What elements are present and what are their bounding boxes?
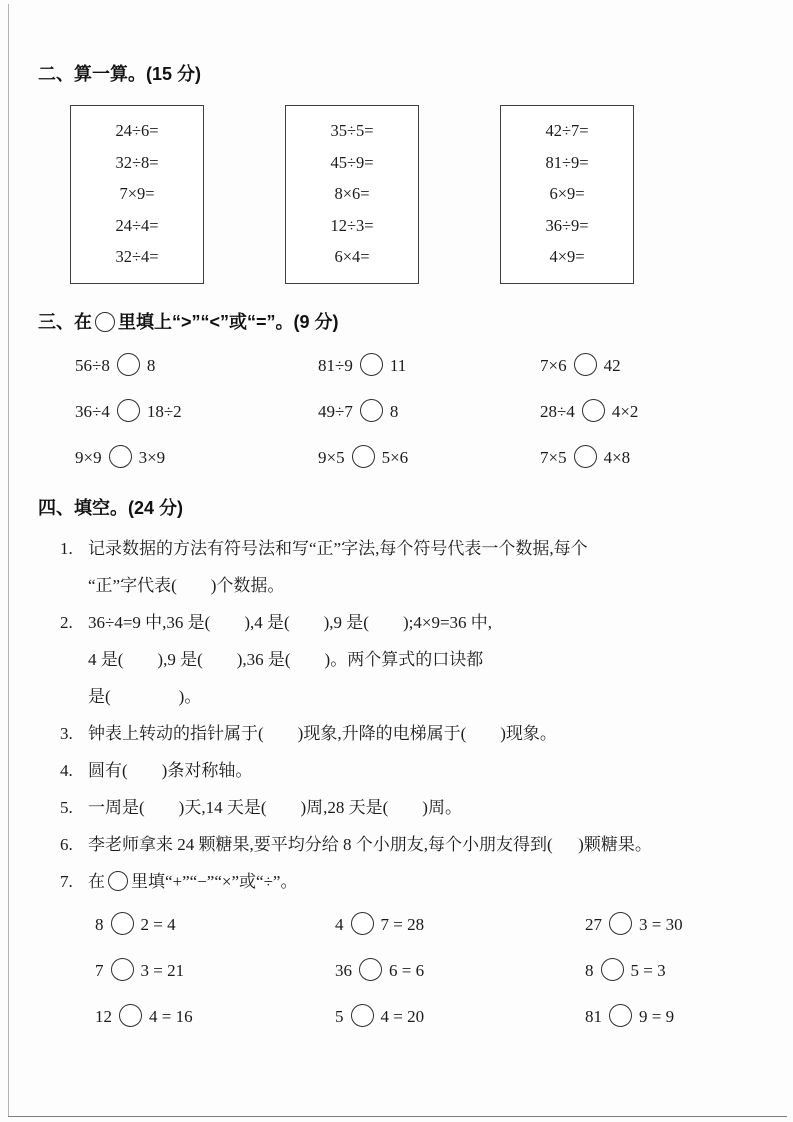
equation-item [585, 958, 769, 981]
calc-problem: 35÷5= [330, 121, 374, 140]
calc-problem: 8×6= [334, 184, 370, 203]
item-text-line: 记录数据的方法有符号法和写“正”字法,每个符号代表一个数据,每个 [88, 538, 588, 558]
calc-problem: 36÷9= [545, 215, 589, 235]
calc-box-3 [500, 105, 634, 284]
comparison-left: 9×5 [318, 447, 345, 467]
equation-right: 3 = 21 [140, 960, 185, 980]
comparison-item [540, 445, 769, 468]
equation-grid [95, 912, 769, 1027]
page-border-left [8, 4, 9, 1117]
answer-circle-icon [601, 958, 624, 981]
calc-problem: 24÷4= [115, 215, 159, 235]
comparison-left: 81÷9 [318, 355, 353, 375]
equation-right: 4 = 20 [380, 1006, 425, 1026]
section-3-title-suffix: 里填上“>”“<”或“=”。(9 分) [118, 311, 339, 332]
comparison-item [318, 353, 540, 376]
item-text-line: 圆有( )条对称轴。 [88, 760, 253, 780]
equation-left: 4 [335, 914, 344, 934]
equation-left: 8 [95, 914, 104, 934]
calc-box-2 [285, 105, 419, 284]
answer-circle-icon [108, 871, 128, 891]
answer-circle-icon [360, 399, 383, 422]
item-number: 5. [60, 797, 73, 817]
comparison-item [75, 445, 318, 468]
comparison-left: 56÷8 [75, 355, 110, 375]
comparison-right: 8 [146, 355, 156, 375]
calc-problem: 42÷7= [545, 121, 589, 140]
worksheet-content [38, 60, 769, 1027]
comparison-right: 4×8 [603, 447, 631, 467]
calc-problem: 45÷9= [330, 152, 374, 172]
comparison-right: 42 [603, 355, 621, 375]
answer-circle-icon [574, 353, 597, 376]
equation-right: 3 = 30 [639, 914, 683, 934]
fill-item-5 [38, 789, 769, 826]
answer-circle-icon [117, 399, 140, 422]
fill-item-2 [38, 604, 769, 715]
equation-right: 4 = 16 [149, 1006, 193, 1026]
calc-box-1 [70, 105, 204, 284]
calc-problem: 6×9= [549, 184, 585, 203]
comparison-left: 49÷7 [318, 401, 353, 421]
calc-problem: 32÷8= [115, 152, 159, 172]
equation-right: 9 = 9 [639, 1006, 675, 1026]
answer-circle-icon [582, 399, 605, 422]
item-number: 7. [60, 871, 73, 891]
fill-item-6 [38, 826, 769, 863]
item-text-line: 是( )。 [88, 686, 202, 706]
item7-title-prefix: 在 [88, 871, 105, 891]
comparison-right: 3×9 [138, 447, 166, 467]
section-3-title [38, 308, 769, 334]
answer-circle-icon [609, 912, 632, 935]
comparison-right: 5×6 [381, 447, 409, 467]
equation-item [335, 912, 585, 935]
item-text-line: 钟表上转动的指针属于( )现象,升降的电梯属于( )现象。 [88, 723, 557, 743]
comparison-right: 18÷2 [146, 401, 182, 421]
item-number: 2. [60, 612, 73, 632]
equation-left: 7 [95, 960, 104, 980]
calc-problem: 32÷4= [115, 247, 159, 266]
item-text-line [88, 863, 769, 900]
comparison-item [75, 353, 318, 376]
answer-circle-icon [351, 1004, 374, 1027]
comparison-right: 11 [389, 355, 407, 375]
answer-circle-icon [117, 353, 140, 376]
equation-left: 12 [95, 1006, 112, 1026]
item-number: 3. [60, 723, 73, 743]
item-number: 4. [60, 760, 73, 780]
comparison-left: 28÷4 [540, 401, 575, 421]
calculation-boxes [70, 105, 769, 284]
calc-problem: 6×4= [334, 247, 370, 266]
section-2-title: 二、算一算。(15 分) [38, 64, 202, 84]
calc-problem: 7×9= [119, 184, 155, 203]
calc-problem: 24÷6= [115, 121, 159, 140]
answer-circle-icon [359, 958, 382, 981]
equation-item [335, 1004, 585, 1027]
item-text-line: 36÷4=9 中,36 是( ),4 是( ),9 是( );4×9=36 中, [88, 612, 493, 632]
equation-item [335, 958, 585, 981]
fill-blank-items [38, 530, 769, 900]
equation-item [585, 912, 769, 935]
item-text-line: 李老师拿来 24 颗糖果,要平均分给 8 个小朋友,每个小朋友得到( )颗糖果。 [88, 834, 652, 854]
answer-circle-icon [95, 312, 115, 332]
equation-item [95, 912, 335, 935]
equation-left: 81 [585, 1006, 602, 1026]
comparison-right: 8 [389, 401, 399, 421]
comparison-item [75, 399, 318, 422]
item-number: 6. [60, 834, 73, 854]
calc-problem: 81÷9= [545, 152, 589, 172]
fill-item-1 [38, 530, 769, 604]
equation-right: 7 = 28 [380, 914, 425, 934]
comparison-left: 7×6 [540, 355, 567, 375]
item-number: 1. [60, 538, 73, 558]
answer-circle-icon [111, 912, 134, 935]
item7-title-suffix: 里填“+”“−”“×”或“÷”。 [131, 871, 298, 891]
answer-circle-icon [360, 353, 383, 376]
answer-circle-icon [351, 912, 374, 935]
comparison-item [318, 445, 540, 468]
fill-item-4 [38, 752, 769, 789]
answer-circle-icon [111, 958, 134, 981]
item-text-line: 一周是( )天,14 天是( )周,28 天是( )周。 [88, 797, 462, 817]
answer-circle-icon [109, 445, 132, 468]
equation-item [95, 958, 335, 981]
item-text-line: 4 是( ),9 是( ),36 是( )。两个算式的口诀都 [88, 649, 484, 669]
section-3-title-prefix: 三、在 [38, 311, 92, 332]
comparison-left: 9×9 [75, 447, 102, 467]
comparison-item [540, 399, 769, 422]
equation-left: 8 [585, 960, 594, 980]
equation-item [585, 1004, 769, 1027]
equation-left: 27 [585, 914, 602, 934]
answer-circle-icon [574, 445, 597, 468]
equation-right: 2 = 4 [140, 914, 176, 934]
calc-problem: 12÷3= [330, 215, 374, 235]
comparison-grid [75, 353, 769, 468]
comparison-left: 36÷4 [75, 401, 110, 421]
section-4-title: 四、填空。(24 分) [38, 497, 184, 518]
equation-item [95, 1004, 335, 1027]
equation-left: 5 [335, 1006, 344, 1026]
calc-problem: 4×9= [549, 247, 585, 266]
fill-item-7 [38, 863, 769, 900]
item-text-line: “正”字代表( )个数据。 [88, 575, 285, 595]
answer-circle-icon [119, 1004, 142, 1027]
comparison-left: 7×5 [540, 447, 567, 467]
equation-right: 6 = 6 [389, 960, 425, 980]
comparison-item [540, 353, 769, 376]
equation-right: 5 = 3 [630, 960, 666, 980]
equation-left: 36 [335, 960, 352, 980]
page-border-bottom [8, 1116, 787, 1117]
fill-item-3 [38, 715, 769, 752]
comparison-right: 4×2 [611, 401, 639, 421]
comparison-item [318, 399, 540, 422]
answer-circle-icon [609, 1004, 632, 1027]
answer-circle-icon [352, 445, 375, 468]
